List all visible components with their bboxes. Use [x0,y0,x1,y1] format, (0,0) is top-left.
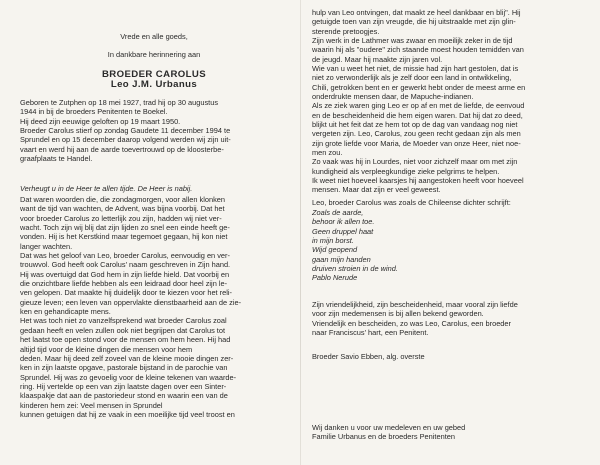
text-line: Zijn werk in de Lathmer was zwaar en moeilijk zeker in de tijd [312,36,513,45]
text-line: ring. Hij vertelde op een van zijn laatste dagen over een Sinter- [20,381,227,391]
text-line: zijn grote liefde voor Maria, de Moeder van onze Heer, niet noe- [312,138,521,148]
text-line: klaaspakje dat aan de pastoriedeur stond en waarin een van de [20,391,228,401]
paragraph-3 [312,64,582,195]
text-line: mensen. Maar dat zijn er veel geweest. [312,185,441,195]
paragraph-5 [312,300,582,337]
text-line: naar Franciscus' hart, een Penitent. [312,328,429,338]
text-line: deden. Maar hij deed zelf zoveel van de kleine mooie dingen zer- [20,353,234,363]
name-title: BROEDER CAROLUS [101,69,207,80]
text-line: sterende pretoogjes. [312,26,380,36]
poem [312,208,582,283]
text-line: kinderen hem zei: Veel mensen in Sprundel [20,400,163,410]
text-line: altijd tijd voor de kleine dingen die mensen voor hem [20,344,193,354]
text-line: Als ze ziek waren ging Leo er op af en met de liefde, de eenvoud [312,101,525,111]
text-line: gedaan heeft en velen zullen ook niet begrijpen dat Carolus tot [20,325,226,335]
text-line: Zijn vriendelijkheid, zijn bescheidenheid, maar vooral zijn liefde [312,300,518,309]
text-line: niet zo verwonderlijk als je zelf door een land in ontwikkeling, [312,73,512,83]
bio-line: Hij deed zijn eeuwige geloften op 19 maart 1950. [20,116,181,126]
thanks [312,423,582,442]
text-line: Het was toch niet zo vanzelfsprekend wat broeder Carolus zoal [20,316,227,326]
dedication: In dankbare herinnering aan [107,50,201,59]
text-line: getuigde toen van zijn vreugde, die hij uitstraalde met zijn glin- [312,17,516,27]
text-line: hulp van Leo ontvingen, dat maakt ze heel dankbaar en blij". Hij [312,8,521,17]
text-line: die onzichtbare liefde hebben als een leidraad door heel zijn le- [20,279,228,289]
text-line: kunnen getuigen dat hij ze vaak in een moeilijke tijd veel troost en [20,409,235,419]
bio-line: Broeder Carolus stierf op zondag Gaudete 11 december 1994 te [20,126,231,136]
paragraph-1 [312,8,582,36]
text-line: Ik weet niet hoeveel kaarsjes hij aangestoken heeft voor hoeveel [312,176,524,186]
text-line: Sprundel. Hij was zo gevoelig voor de kleine tekenen van waarde- [20,372,237,382]
text-line: Dat was het geloof van Leo, broeder Carolus, eenvoudig en ver- [20,251,230,261]
text-line: en de bescheidenheid die hem eigen waren. Dat hij dat zo deed, [312,110,523,120]
poem-line: druiven stroien in de wind. [312,264,398,274]
poem-author: Pablo Nerude [312,273,358,283]
text-line: gieuze leven; een leven van oppervlakte dienstbaarheid aan de zie- [20,297,242,307]
bio-line: vaart en werd hij aan de aarde toevertrouwd op de kloosterbe- [20,144,224,154]
text-line: ken en gehandicapte mens. [20,307,111,317]
text-line: men zou. [312,148,343,158]
text-line: voor zijn medemensen is bij allen bekend geworden. [312,309,484,319]
scripture-quote: Verheugt u in de Heer te allen tijde. De Heer is nabij. [20,184,193,193]
text-line: voor broeder Carolus zo letterlijk zou zijn, hadden wij niet ver- [20,213,222,223]
paragraph-2 [312,36,582,64]
text-line: kundigheid als verpleegkundige zieke pelgrims te helpen. [312,166,500,176]
text-line: Vriendelijk en bescheiden, zo was Leo, Carolus, een broeder [312,318,511,328]
greeting: Vrede en alle goeds, [120,32,188,41]
text-line: Chili, getrokken bent en er gewerkt hebt onder de meest arme en [312,82,526,92]
text-line: ven gelopen. Dat maakte hij duidelijk door te kiezen voor het reli- [20,288,232,298]
text-line: blijkt uit het feit dat ze hem tot op de dag van vandaag nog niet [312,120,518,130]
text-line: Zo vaak was hij in Lourdes, niet voor zichzelf maar om met zijn [312,157,518,167]
eulogy-text [20,195,288,419]
text-line: Wie van u weet het niet, de missie had zijn hart gestolen, dat is [312,64,519,73]
text-line: want de tijd van wachten, de Advent, was bijna voorbij. Dat het [20,204,225,214]
text-line: ken in zijn laatste opgave, pastorale bijstand in de parochie van [20,363,228,373]
biography [20,98,288,163]
thanks-line: Familie Urbanus en de broeders Penitenten [312,432,455,442]
poem-line: gaan mijn handen [312,254,371,264]
text-line: onderdrukte mensen daar, de Mapuche-indianen. [312,92,474,102]
text-line: langer wachten. [20,241,73,251]
bio-line: Geboren te Zutphen op 18 mei 1927, trad hij op 30 augustus [20,98,219,107]
bio-line: Sprundel en op 15 december daarop volgend werden wij zijn uit- [20,135,231,145]
signature: Broeder Savio Ebben, alg. overste [312,352,425,361]
text-line: vergeten zijn. Leo, Carolus, zou geen recht gedaan zijn als men [312,129,521,139]
poem-line: Wijd geopend [312,245,358,255]
poem-line: in mijn borst. [312,236,354,246]
text-line: het laatst toe open stond voor de mensen om hem heen. Hij had [20,335,231,345]
text-line: vonden. Hij is het Kerstkind maar tegemoet gegaan, hij kon niet [20,232,228,242]
full-name: Leo J.M. Urbanus [110,79,198,90]
thanks-line: Wij danken u voor uw medeleven en uw gebed [312,423,466,432]
text-line: Hij was overtuigd dat God hem in zijn liefde hield. Dat voorbij en [20,269,230,279]
fold-line [300,0,301,465]
poem-intro: Leo, broeder Carolus was zoals de Chileense dichter schrijft: [312,198,511,207]
bio-line: 1944 in bij de broeders Penitenten te Boekel. [20,107,168,117]
text-line: wacht. Toch zijn wij blij dat zijn lijden zo snel een einde heeft ge- [20,223,230,233]
text-line: Dat waren woorden die, die zondagmorgen, voor allen klonken [20,195,226,204]
poem-line: behoor ik allen toe. [312,217,375,227]
poem-line: Zoals de aarde, [312,208,364,217]
bio-line: graafplaats te Handel. [20,154,93,164]
text-line: trouwvol. God heeft ook Carolus' naam geschreven in Zijn hand. [20,260,231,270]
text-line: waarin hij als "oudere" zich staande moest houden temidden van [312,45,524,55]
poem-line: Geen druppel haat [312,226,374,236]
text-line: de jeugd. Maar hij maakte zijn jaren vol. [312,54,443,64]
